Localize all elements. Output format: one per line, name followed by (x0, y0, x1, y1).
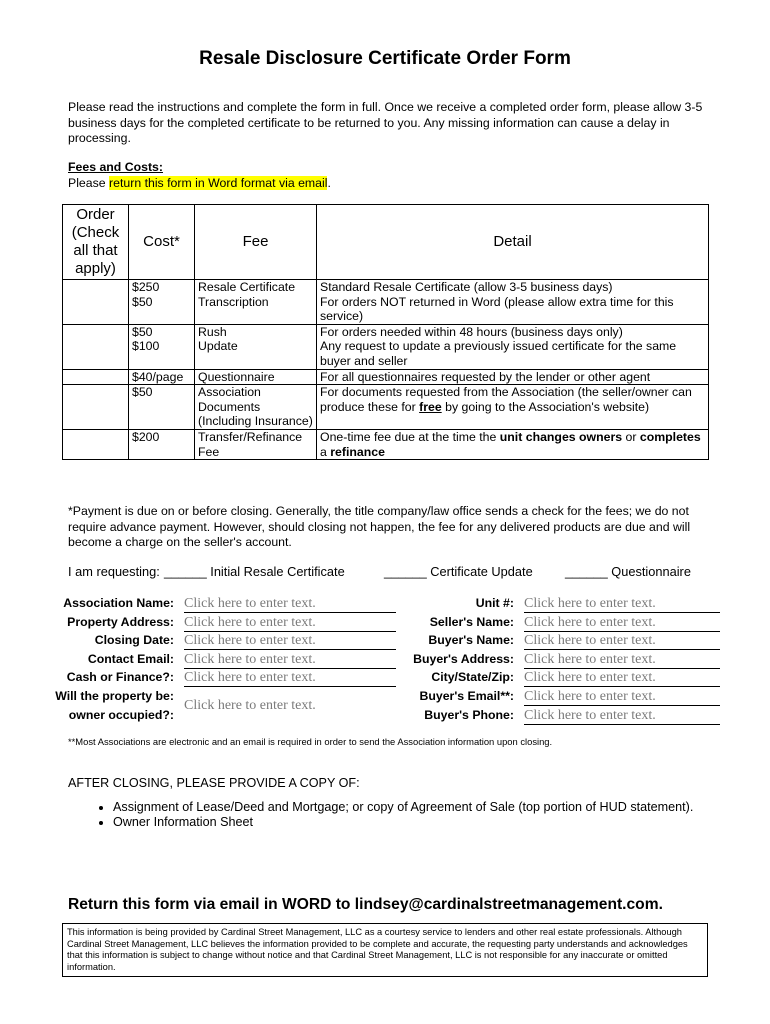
return-instruction: Return this form via email in WORD to lindsey@cardinalstreetmanagement.com. (68, 896, 663, 913)
table-row (63, 429, 709, 459)
header-order: Order (Check all that apply) (63, 205, 129, 280)
detail-text: or (622, 429, 640, 444)
city-state-zip-label: City/State/Zip: (431, 670, 514, 684)
buyer-phone-label: Buyer's Phone: (424, 708, 514, 722)
buyer-email-field[interactable]: Click here to enter text. (524, 688, 720, 706)
unit-number-label: Unit #: (475, 596, 514, 610)
option-initial-resale[interactable]: ______ Initial Resale Certificate (164, 564, 345, 579)
unit-number-field[interactable]: Click here to enter text. (524, 595, 720, 613)
detail-text: a (320, 444, 331, 459)
order-checkbox-cell[interactable] (63, 369, 129, 385)
cost-cell: $40/page (129, 369, 195, 385)
detail-cell: Standard Resale Certificate (allow 3-5 business days) For orders NOT returned in Word (please allow extra time for this service) (317, 280, 709, 325)
fees-section (68, 160, 708, 191)
header-fee: Fee (195, 205, 317, 280)
fees-instruction (68, 176, 708, 192)
fee-table-header (63, 205, 709, 280)
cost-cell: $50 (129, 385, 195, 430)
payment-note: *Payment is due on or before closing. Generally, the title company/law office sends a check for the fees; we do not require advance payment. However, should closing not happen, the fee for any delivered products are due and will become a charge on the seller's account. (68, 504, 691, 550)
detail-cell (317, 429, 709, 459)
header-cost: Cost* (129, 205, 195, 280)
table-row (63, 280, 709, 325)
intro-paragraph: Please read the instructions and complete the form in full. Once we receive a completed order form, please allow 3-5 business days for the completed certificate to be returned to you. Any missing information can cause a delay in processing. (68, 100, 703, 146)
detail-cell: For all questionnaires requested by the lender or other agent (317, 369, 709, 385)
detail-cell (317, 385, 709, 430)
detail-cell: For orders needed within 48 hours (business days only) Any request to update a previously issued certificate for the same buyer and seller (317, 324, 709, 369)
list-item: • Assignment of Lease/Deed and Mortgage; or copy of Agreement of Sale (top portion of HUD statement). (113, 800, 693, 815)
fee-cell: Rush Update (195, 324, 317, 369)
contact-email-label: Contact Email: (87, 652, 174, 666)
fees-line-highlight: return this form in Word format via email (109, 175, 328, 190)
option-questionnaire[interactable]: ______ Questionnaire (565, 564, 691, 579)
seller-name-field[interactable]: Click here to enter text. (524, 614, 720, 632)
detail-bold: completes (639, 429, 701, 444)
detail-text: One-time fee due at the time the (320, 429, 500, 444)
owner-occupied-field[interactable]: Click here to enter text. (184, 698, 316, 713)
table-row (63, 369, 709, 385)
fees-line-suffix: . (327, 175, 331, 190)
list-item: • Owner Information Sheet (113, 815, 693, 830)
owner-occupied-label-line1: Will the property be: (55, 689, 174, 703)
cost-cell: $250 $50 (129, 280, 195, 325)
buyer-email-label: Buyer's Email**: (419, 689, 514, 703)
page-title: Resale Disclosure Certificate Order Form (199, 48, 571, 69)
fee-cell: Resale Certificate Transcription (195, 280, 317, 325)
detail-text: by going to the Association's website) (441, 399, 650, 414)
fee-cell: Transfer/Refinance Fee (195, 429, 317, 459)
association-name-field[interactable]: Click here to enter text. (184, 595, 396, 613)
option-certificate-update[interactable]: ______ Certificate Update (384, 564, 533, 579)
detail-free: free (419, 399, 442, 414)
after-closing-heading: AFTER CLOSING, PLEASE PROVIDE A COPY OF: (68, 776, 360, 790)
order-checkbox-cell[interactable] (63, 385, 129, 430)
cash-or-finance-label: Cash or Finance?: (66, 670, 174, 684)
table-row (63, 385, 709, 430)
cost-cell: $50 $100 (129, 324, 195, 369)
fee-cell: Questionnaire (195, 369, 317, 385)
fee-cell: Association Documents (Including Insurance) (195, 385, 317, 430)
after-closing-list (68, 800, 693, 830)
disclaimer-box: This information is being provided by Cardinal Street Management, LLC as a courtesy service to lenders and other real estate professionals. Although Cardinal Street Management, LLC believes the information provided to be complete and accurate, the requesting party understands and acknowledges that this information is subject to change without notice and that Cardinal Street Management, LLC is not responsible for any inaccurate or omitted information. (62, 923, 708, 977)
closing-date-label: Closing Date: (94, 633, 174, 647)
association-name-label: Association Name: (63, 596, 174, 610)
email-note: **Most Associations are electronic and an email is required in order to send the Association information upon closing. (68, 736, 553, 747)
order-checkbox-cell[interactable] (63, 429, 129, 459)
owner-occupied-label-line2: owner occupied?: (68, 708, 174, 722)
buyer-phone-field[interactable]: Click here to enter text. (524, 707, 720, 725)
buyer-name-field[interactable]: Click here to enter text. (524, 632, 720, 650)
fee-table (62, 204, 709, 460)
detail-bold: unit changes owners (499, 429, 623, 444)
closing-date-field[interactable]: Click here to enter text. (184, 632, 396, 650)
requesting-label: I am requesting: (68, 564, 160, 579)
property-address-label: Property Address: (67, 615, 174, 629)
detail-text: For documents requested from the Association (the seller/owner can produce these for (320, 385, 692, 414)
city-state-zip-field[interactable]: Click here to enter text. (524, 669, 720, 687)
contact-email-field[interactable]: Click here to enter text. (184, 651, 396, 669)
buyer-address-label: Buyer's Address: (413, 652, 514, 666)
seller-name-label: Seller's Name: (429, 615, 514, 629)
fees-heading: Fees and Costs: (68, 160, 163, 174)
buyer-name-label: Buyer's Name: (428, 633, 514, 647)
detail-bold: refinance (330, 444, 385, 459)
property-address-field[interactable]: Click here to enter text. (184, 614, 396, 632)
fees-line-prefix: Please (68, 175, 110, 190)
cash-or-finance-field[interactable]: Click here to enter text. (184, 669, 396, 687)
cost-cell: $200 (129, 429, 195, 459)
buyer-address-field[interactable]: Click here to enter text. (524, 651, 720, 669)
table-row (63, 324, 709, 369)
order-checkbox-cell[interactable] (63, 324, 129, 369)
order-checkbox-cell[interactable] (63, 280, 129, 325)
header-detail: Detail (317, 205, 709, 280)
